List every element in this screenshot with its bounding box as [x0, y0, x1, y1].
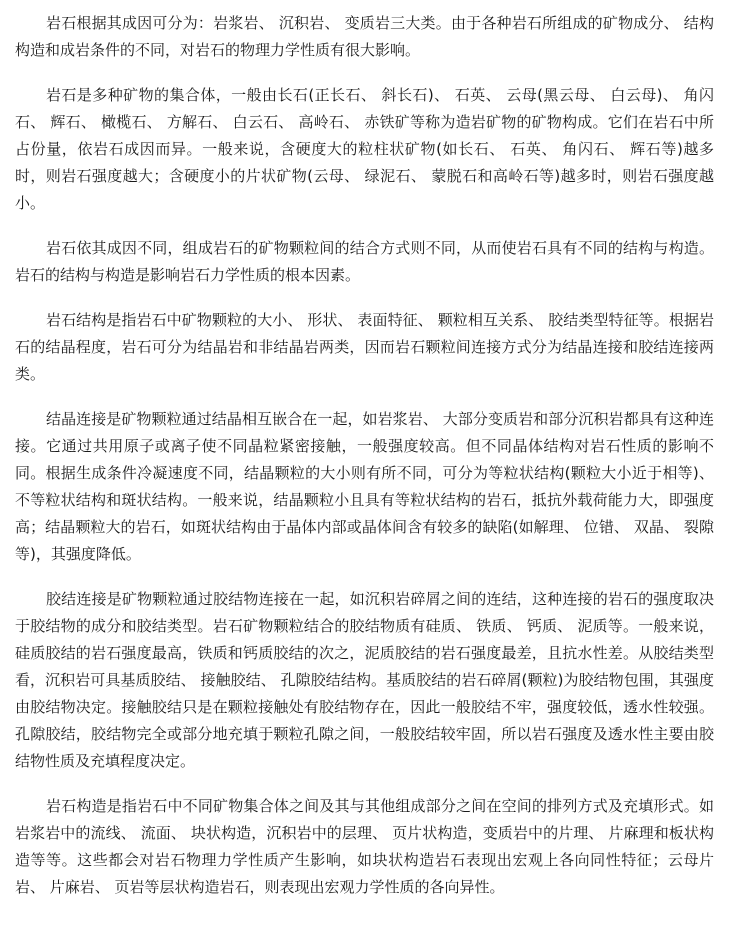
paragraph-rock-structure: 岩石结构是指岩石中矿物颗粒的大小、 形状、 表面特征、 颗粒相互关系、 胶结类型特征等。根据岩石的结晶程度，岩石可分为结晶岩和非结晶岩两类，因而岩石颗粒间连接方式分为结晶连接和胶结连接两类。 [15, 311, 714, 383]
paragraph-structure-and-construction: 岩石依其成因不同，组成岩石的矿物颗粒间的结合方式则不同，从而使岩石具有不同的结构与构造。岩石的结构与构造是影响岩石力学性质的根本因素。 [15, 239, 714, 284]
paragraph-rock-minerals: 岩石是多种矿物的集合体，一般由长石(正长石、 斜长石)、 石英、 云母(黑云母、 白云母)、 角闪石、 辉石、 橄榄石、 方解石、 白云石、 高岭石、 赤铁矿等称为造岩矿物的矿物构成。它们在岩石中所占份量，依岩石成因而异。一般来说，含硬度大的粒柱状矿物(如长石、 石英、 角闪石、 辉石等)越多时，则岩石强度越大；含硬度小的片状矿物(云母、 绿泥石、 蒙脱石和高岭石等)越多时，则岩石强度越小。 [15, 86, 714, 212]
paragraph-rock-classification: 岩石根据其成因可分为：岩浆岩、 沉积岩、 变质岩三大类。由于各种岩石所组成的矿物成分、 结构构造和成岩条件的不同，对岩石的物理力学性质有很大影响。 [15, 14, 714, 59]
paragraph-cemented-connection: 胶结连接是矿物颗粒通过胶结物连接在一起，如沉积岩碎屑之间的连结，这种连接的岩石的强度取决于胶结物的成分和胶结类型。岩石矿物颗粒结合的胶结物质有硅质、 铁质、 钙质、 泥质等。一般来说，硅质胶结的岩石强度最高，铁质和钙质胶结的次之，泥质胶结的岩石强度最差，且抗水性差。从胶结类型看，沉积岩可具基质胶结、 接触胶结、 孔隙胶结结构。基质胶结的岩石碎屑(颗粒)为胶结物包围，其强度由胶结物决定。接触胶结只是在颗粒接触处有胶结物存在，因此一般胶结不牢，强度较低，透水性较强。孔隙胶结，胶结物完全或部分地充填于颗粒孔隙之间，一般胶结较牢固，所以岩石强度及透水性主要由胶结物性质及充填程度决定。 [15, 590, 714, 770]
paragraph-rock-construction: 岩石构造是指岩石中不同矿物集合体之间及其与其他组成部分之间在空间的排列方式及充填形式。如岩浆岩中的流线、 流面、 块状构造，沉积岩中的层理、 页片状构造，变质岩中的片理、 片麻理和板状构造等等。这些都会对岩石物理力学性质产生影响，如块状构造岩石表现出宏观上各向同性特征；云母片岩、 片麻岩、 页岩等层状构造岩石，则表现出宏观力学性质的各向异性。 [15, 797, 714, 896]
paragraph-crystalline-connection: 结晶连接是矿物颗粒通过结晶相互嵌合在一起，如岩浆岩、 大部分变质岩和部分沉积岩都具有这种连接。它通过共用原子或离子使不同晶粒紧密接触，一般强度较高。但不同晶体结构对岩石性质的影响不同。根据生成条件冷凝速度不同，结晶颗粒的大小则有所不同，可分为等粒状结构(颗粒大小近于相等)、 不等粒状结构和斑状结构。一般来说，结晶颗粒小且具有等粒状结构的岩石，抵抗外载荷能力大，即强度高；结晶颗粒大的岩石，如斑状结构由于晶体内部或晶体间含有较多的缺陷(如解理、 位错、 双晶、 裂隙等)，其强度降低。 [15, 410, 714, 563]
